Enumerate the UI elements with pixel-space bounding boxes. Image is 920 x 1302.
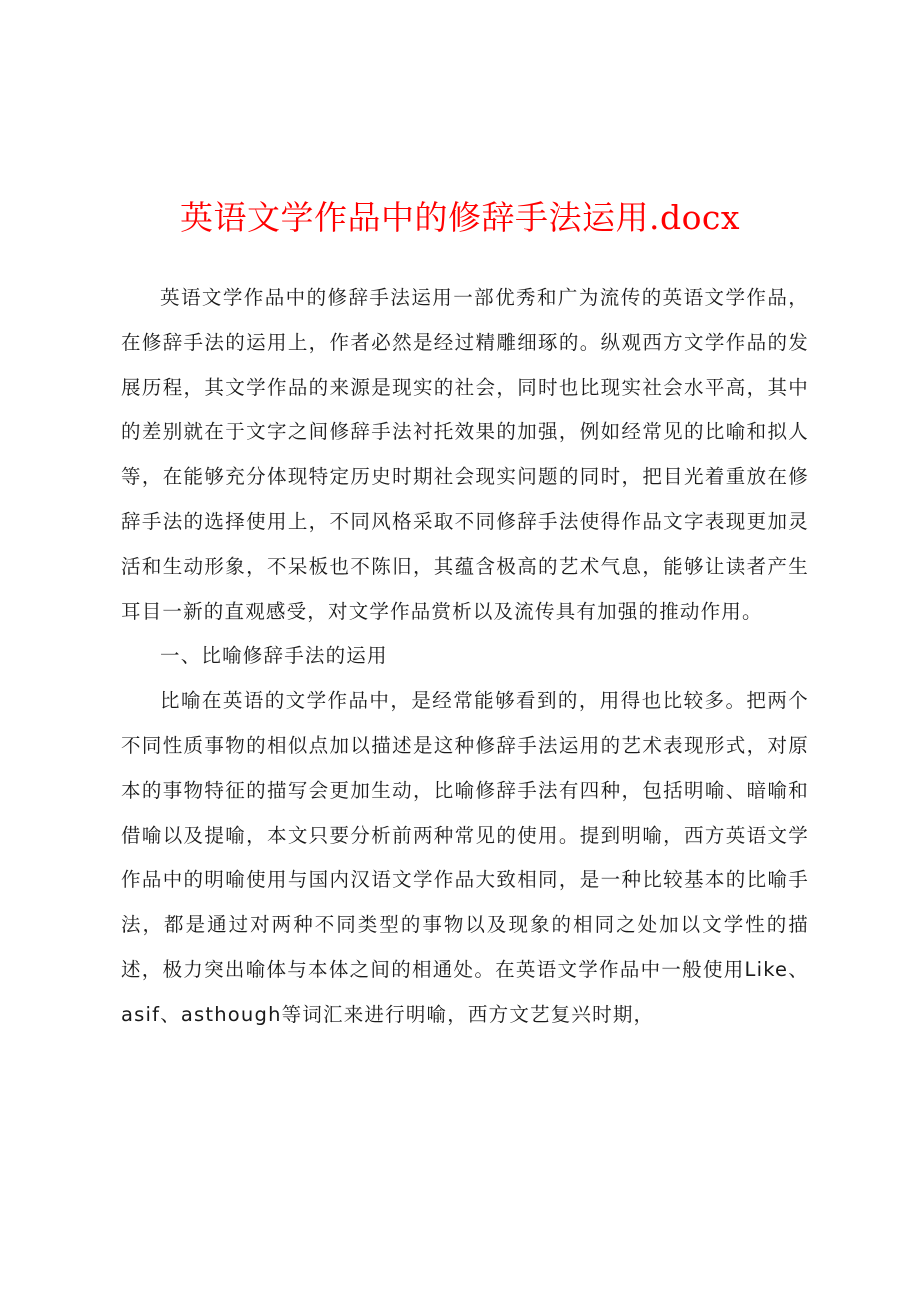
document-body: [121, 276, 809, 1038]
section-heading-metaphor: 一、比喻修辞手法的运用: [160, 644, 388, 668]
paragraph-metaphor: 比喻在英语的文学作品中，是经常能够看到的，用得也比较多。把两个不同性质事物的相似点加以描述是这种修辞手法运用的艺术表现形式，对原本的事物特征的描写会更加生动，比喻修辞手法有四种，包括明喻、暗喻和借喻以及提喻，本文只要分析前两种常见的使用。提到明喻，西方英语文学作品中的明喻使用与国内汉语文学作品大致相同，是一种比较基本的比喻手法，都是通过对两种不同类型的事物以及现象的相同之处加以文学性的描述，极力突出喻体与本体之间的相通处。在英语文学作品中一般使用Like、asif、asthough等词汇来进行明喻，西方文艺复兴时期，: [121, 689, 809, 1026]
document-title: 英语文学作品中的修辞手法运用.docx: [179, 198, 741, 237]
paragraph-intro: 英语文学作品中的修辞手法运用一部优秀和广为流传的英语文学作品，在修辞手法的运用上，作者必然是经过精雕细琢的。纵观西方文学作品的发展历程，其文学作品的来源是现实的社会，同时也比现实社会水平高，其中的差别就在于文字之间修辞手法衬托效果的加强，例如经常见的比喻和拟人等，在能够充分体现特定历史时期社会现实问题的同时，把目光着重放在修辞手法的选择使用上，不同风格采取不同修辞手法使得作品文字表现更加灵活和生动形象，不呆板也不陈旧，其蕴含极高的艺术气息，能够让读者产生耳目一新的直观感受，对文学作品赏析以及流传具有加强的推动作用。: [121, 286, 809, 623]
